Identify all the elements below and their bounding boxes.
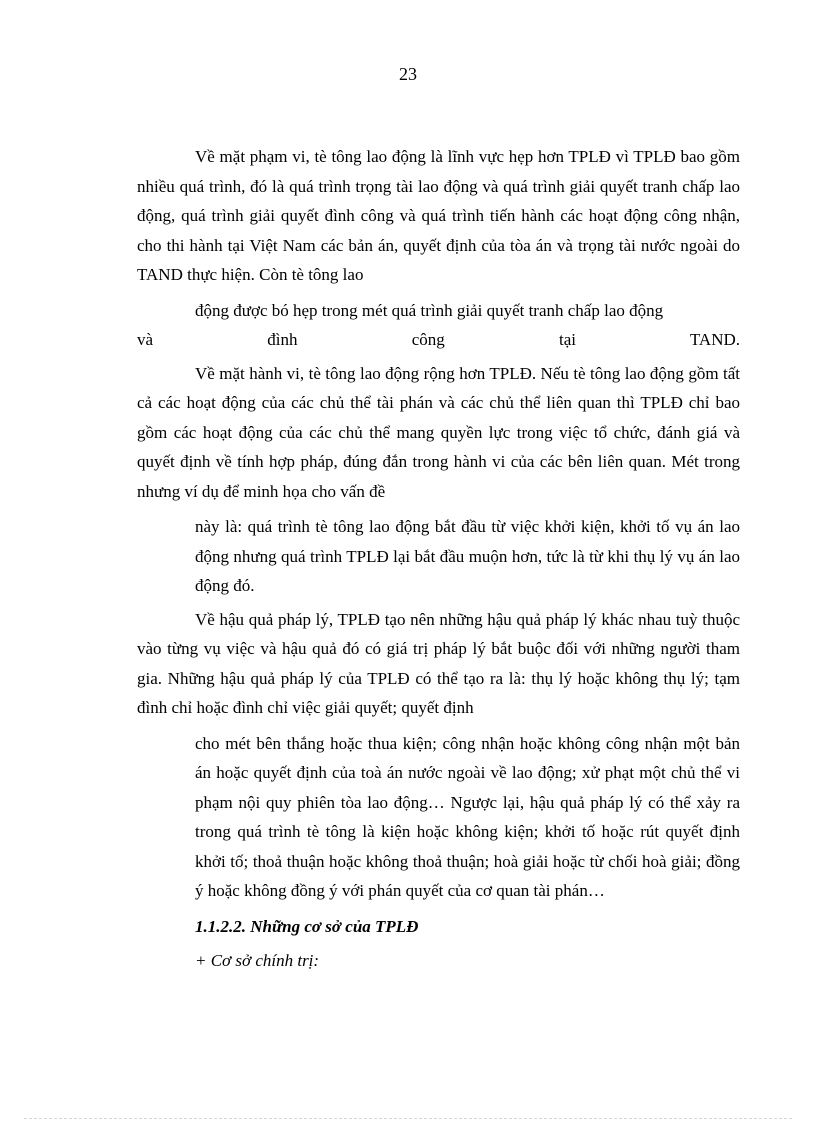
section-subheading: + Cơ sở chính trị: xyxy=(195,950,320,970)
paragraph-legal-consequence-continued: cho mét bên thắng hoặc thua kiện; công nhận hoặc không công nhận một bản án hoặc quyết định của toà án nước ngoài về lao động; xử phạt một chủ thể vi phạm nội quy phiên tòa lao động… Ngược lại, hậu quả pháp lý có thể xảy ra trong quá trình tè tông là kiện hoặc không kiện; khởi tố hoặc rút quyết định khởi tố; thoả thuận hoặc không thoả thuận; hoà giải hoặc từ chối hoà giải; đồng ý hoặc không đồng ý với phán quyết của cơ quan tài phán… xyxy=(195,733,740,900)
page-number: 23 xyxy=(399,64,417,84)
page-bottom-rule xyxy=(24,1118,792,1119)
paragraph-behavior: Về mặt hành vi, tè tông lao động rộng hơn TPLĐ. Nếu tè tông lao động gồm tất cả các hoạt động của các chủ thể tài phán và các chủ thể liên quan thì TPLĐ chỉ bao gồm các hoạt động của các chủ thể mang quyền lực trong việc tổ chức, đánh giá và quyết định về tính hợp pháp, đúng đắn trong hành vi của các bên liên quan. Mét trong nhưng ví dụ để minh họa cho vấn đề xyxy=(137,363,740,501)
section-heading: 1.1.2.2. Những cơ sở của TPLĐ xyxy=(195,916,419,936)
page-body xyxy=(137,142,740,976)
paragraph-legal-consequence: Về hậu quả pháp lý, TPLĐ tạo nên những hậu quả pháp lý khác nhau tuỳ thuộc vào từng vụ việc và hậu quả đó có giá trị pháp lý bắt buộc đối với những người tham gia. Những hậu quả pháp lý của TPLĐ có thể tạo ra là: thụ lý hoặc không thụ lý; tạm đình chỉ hoặc đình chỉ việc giải quyết; quyết định xyxy=(137,609,740,717)
paragraph-behavior-example: này là: quá trình tè tông lao động bắt đầu từ việc khởi kiện, khởi tố vụ án lao động nhưng quá trình TPLĐ lại bắt đầu muộn hơn, tức là từ khi thụ lý vụ án lao động đó. xyxy=(195,517,740,595)
paragraph-scope: Về mặt phạm vi, tè tông lao động là lĩnh vực hẹp hơn TPLĐ vì TPLĐ bao gồm nhiều quá trình, đó là quá trình trọng tài lao động và quá trình giải quyết tranh chấp lao động, quá trình giải quyết đình công và quá trình tiến hành các hoạt động công nhận, cho thi hành tại Việt Nam các bản án, quyết định của tòa án và trọng tài nước ngoài do TAND thực hiện. Còn tè tông lao xyxy=(137,147,740,284)
paragraph-scope-end: và đình công tại TAND. xyxy=(137,330,740,349)
paragraph-scope-continued: động được bó hẹp trong mét quá trình giải quyết tranh chấp lao động xyxy=(195,300,664,320)
